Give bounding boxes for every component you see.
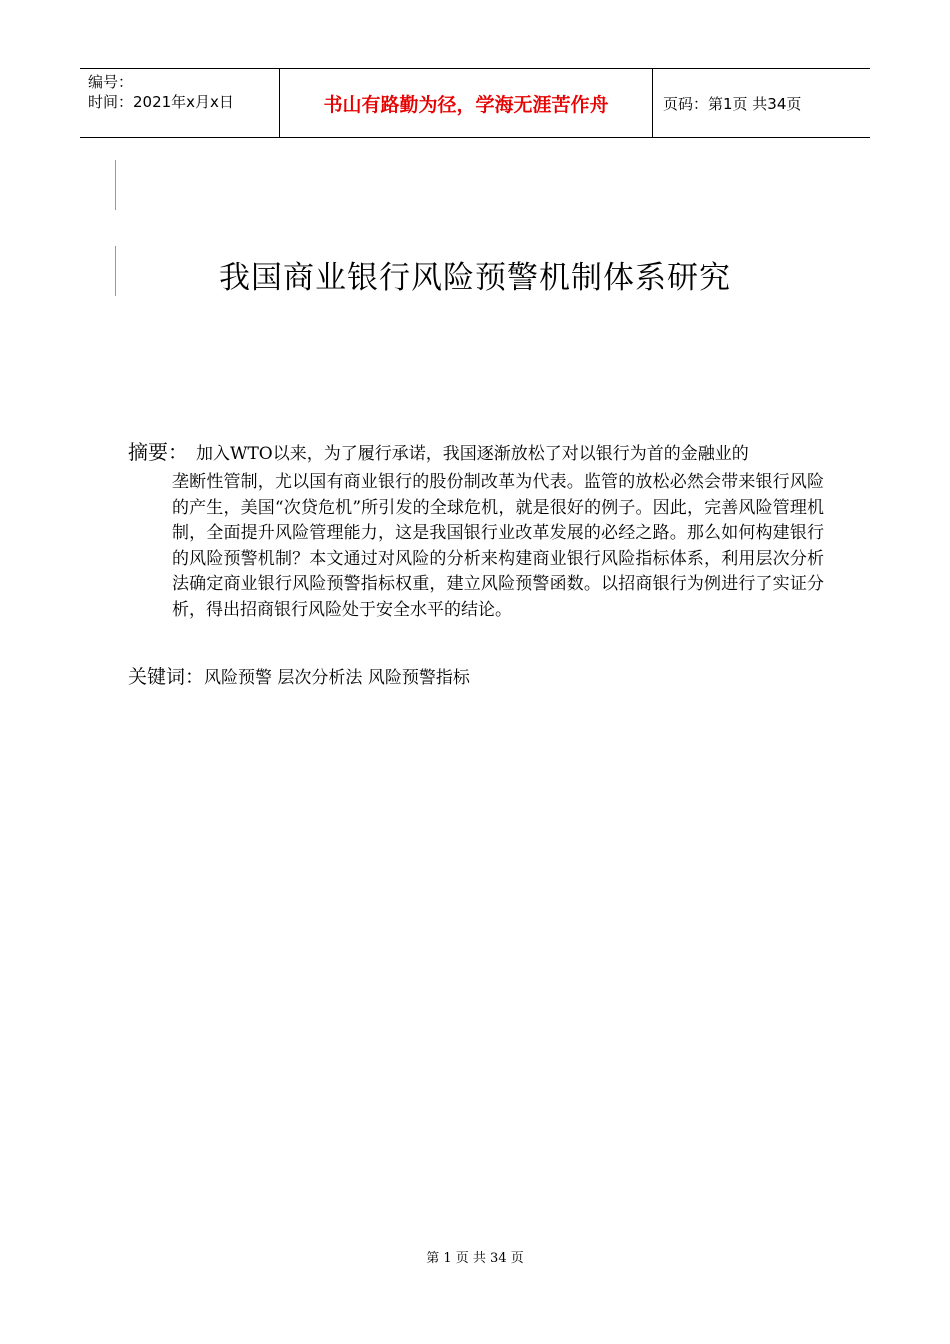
date-label: 时间：2021年x月x日 (88, 93, 234, 111)
page-header (80, 68, 870, 138)
number-label: 编号： (88, 73, 134, 91)
header-page-info: 页码：第1页 共34页 (663, 94, 802, 113)
abstract-label: 摘要： (128, 440, 188, 464)
margin-rule-top (115, 160, 116, 210)
document-title: 我国商业银行风险预警机制体系研究 (219, 260, 731, 296)
keywords-label: 关键词： (128, 666, 205, 688)
abstract-first-line: 加入WTO以来，为了履行承诺，我国逐渐放松了对以银行为首的金融业的 (196, 444, 749, 464)
header-meta (80, 69, 280, 137)
keywords-line (128, 662, 470, 689)
page-footer: 第 1 页 共 34 页 (426, 1251, 524, 1266)
header-motto: 书山有路勤为径，学海无涯苦作舟 (280, 69, 653, 137)
keywords-value: 风险预警 层次分析法 风险预警指标 (204, 668, 470, 688)
abstract-body: 垄断性管制，尤以国有商业银行的股份制改革为代表。监管的放松必然会带来银行风险的产生，美国“次贷危机”所引发的全球危机，就是很好的例子。因此，完善风险管理机制，全面提升风险管理能力，这是我国银行业改革发展的必经之路。那么如何构建银行的风险预警机制？本文通过对风险的分析来构建商业银行风险指标体系，利用层次分析法确定商业银行风险预警指标权重，建立风险预警函数。以招商银行为例进行了实证分析，得出招商银行风险处于安全水平的结论。 (172, 472, 824, 620)
